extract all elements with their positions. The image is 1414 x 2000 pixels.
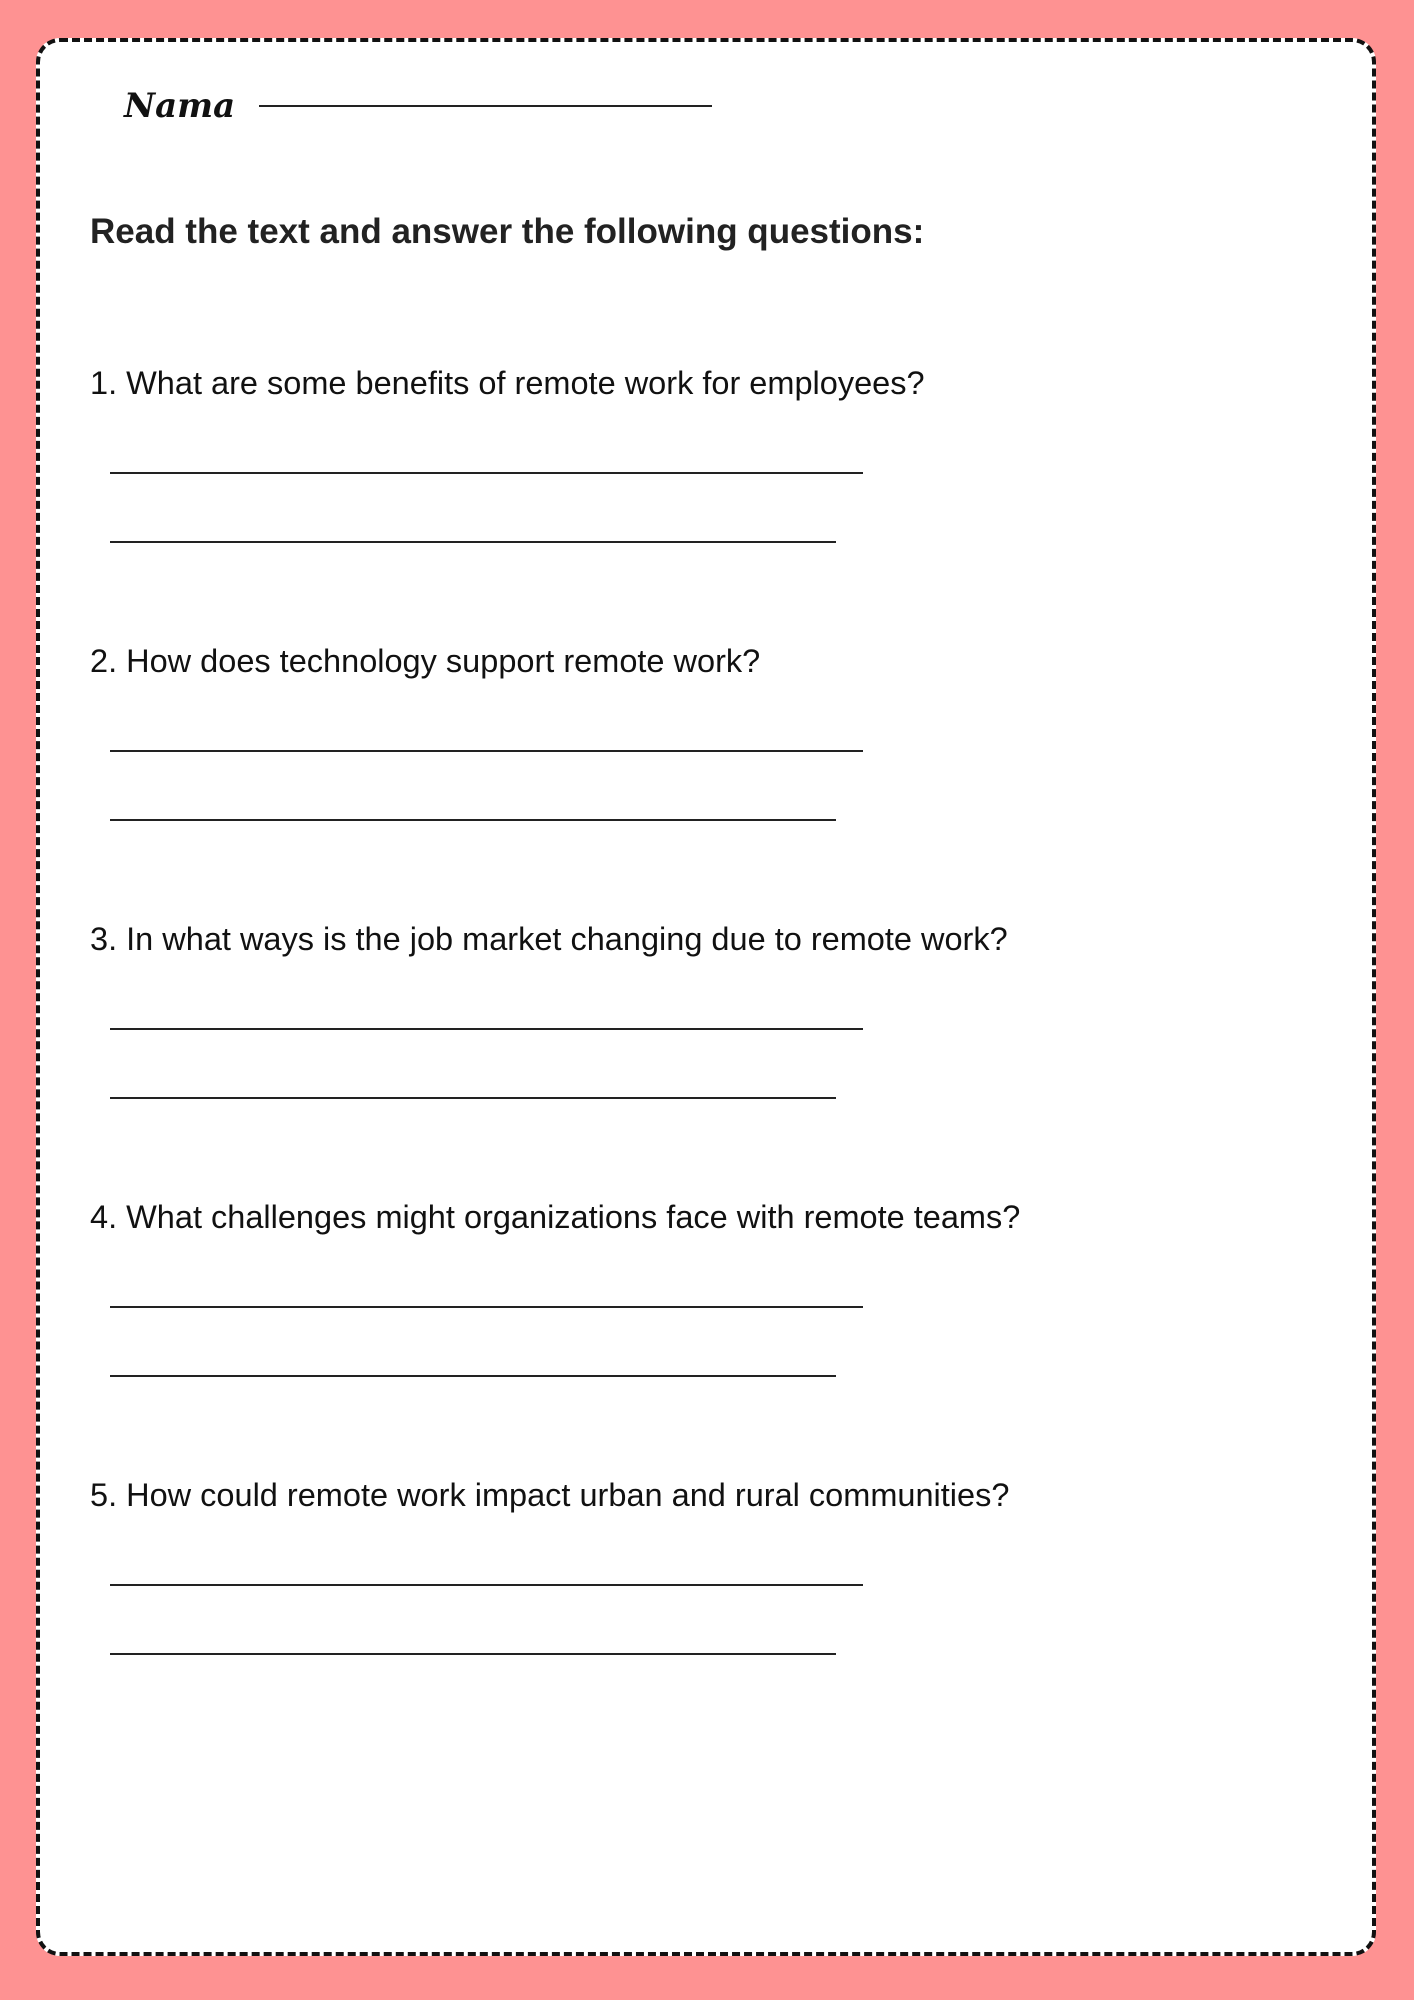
answer-line-4a[interactable] (110, 1306, 863, 1308)
answer-line-1a[interactable] (110, 472, 863, 474)
answer-line-2a[interactable] (110, 750, 863, 752)
answer-line-3b[interactable] (110, 1097, 836, 1099)
name-label: Nama (124, 86, 236, 126)
question-2: 2. How does technology support remote work? (90, 643, 761, 679)
answer-line-4b[interactable] (110, 1375, 836, 1377)
answer-line-5a[interactable] (110, 1584, 863, 1586)
answer-line-3a[interactable] (110, 1028, 863, 1030)
question-1: 1. What are some benefits of remote work for employees? (90, 365, 925, 401)
worksheet-page (36, 38, 1376, 1956)
answer-line-1b[interactable] (110, 541, 836, 543)
question-3: 3. In what ways is the job market changing due to remote work? (90, 921, 1008, 957)
instructions-heading: Read the text and answer the following questions: (90, 212, 925, 251)
answer-line-5b[interactable] (110, 1653, 836, 1655)
name-field-line[interactable] (259, 105, 712, 107)
question-5: 5. How could remote work impact urban and rural communities? (90, 1477, 1010, 1513)
answer-line-2b[interactable] (110, 819, 836, 821)
question-4: 4. What challenges might organizations face with remote teams? (90, 1199, 1021, 1235)
